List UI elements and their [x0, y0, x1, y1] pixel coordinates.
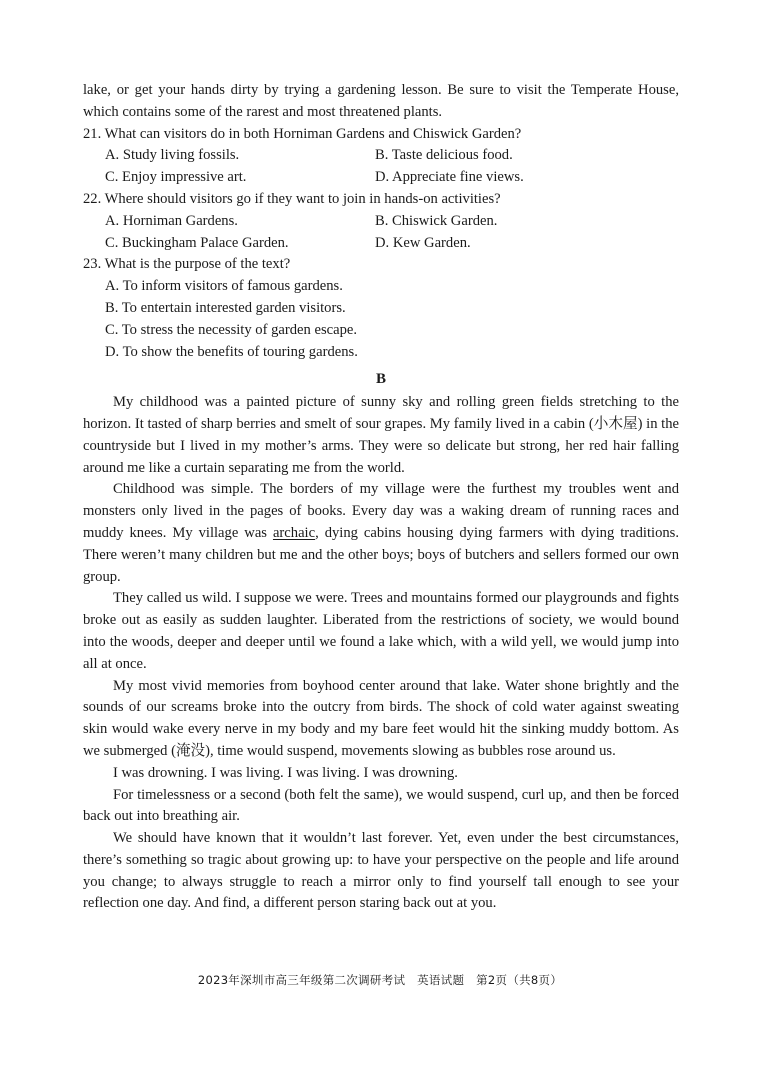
passage-text: Childhood was simple. The borders of my village were the furthest my troubles went and monsters only lived in the pages of books. Every day was a waking dream of running races and muddy knees. My village was	[83, 481, 679, 541]
option-a: A. Study living fossils.	[105, 147, 240, 164]
option-d: D. Kew Garden.	[375, 234, 471, 251]
question-stem: 23. What is the purpose of the text?	[83, 256, 291, 273]
option-c: C. Enjoy impressive art.	[105, 169, 247, 186]
question-stem: 22. Where should visitors go if they want to join in hands-on activities?	[83, 190, 501, 207]
option-c: C. Buckingham Palace Garden.	[105, 234, 289, 251]
intro-paragraph: lake, or get your hands dirty by trying a gardening lesson. Be sure to visit the Temperate House, which contains some of the rarest and most threatened plants.	[83, 82, 679, 120]
passage-paragraph: I was drowning. I was living. I was living. I was drowning.	[113, 764, 458, 781]
option-b: B. Taste delicious food.	[375, 147, 513, 164]
option-b: B. Chiswick Garden.	[375, 212, 498, 229]
option-c: C. To stress the necessity of garden escape.	[105, 321, 357, 338]
question-22	[83, 189, 679, 254]
underlined-word: archaic	[272, 524, 316, 541]
question-stem: 21. What can visitors do in both Horniman Gardens and Chiswick Garden?	[83, 125, 522, 142]
option-a: A. To inform visitors of famous gardens.	[105, 278, 343, 295]
section-title: B	[375, 371, 386, 388]
passage-paragraph	[83, 479, 679, 588]
question-23	[83, 254, 679, 363]
passage-paragraph: We should have known that it wouldn’t last forever. Yet, even under the best circumstances, there’s something so tragic about growing up: to have your perspective on the people and life around you change; to always struggle to reach a mirror only to find yourself tall enough to see your reflection one day. And find, a different person staring back out at you.	[83, 830, 679, 912]
passage-paragraph: They called us wild. I suppose we were. Trees and mountains formed our playgrounds and fights broke out as easily as sudden laughter. Liberated from the restrictions of society, we would bound into the woods, deeper and deeper until we found a lake which, with a wild yell, we would jump into all at once.	[83, 590, 679, 672]
passage-paragraph: My most vivid memories from boyhood center around that lake. Water shone brightly and the sounds of our screams broke into the outcry from birds. The shock of cold water against sweating skin would wake every nerve in my body and my bare feet would hit the sinking muddy bottom. As we submerged (淹没), time would suspend, movements slowing as bubbles rose around us.	[83, 677, 679, 759]
option-a: A. Horniman Gardens.	[105, 212, 238, 229]
option-d: D. Appreciate fine views.	[375, 169, 524, 186]
passage-text: , dying cabins housing dying farmers with dying traditions. There weren’t many children but me and the other boys; boys of butchers and sellers formed our own group.	[83, 524, 679, 585]
page-footer: 2023年深圳市高三年级第二次调研考试 英语试题 第2页（共8页）	[197, 973, 563, 987]
passage-paragraph: For timelessness or a second (both felt the same), we would suspend, curl up, and then be forced back out into breathing air.	[83, 786, 679, 825]
option-d: D. To show the benefits of touring gardens.	[105, 343, 358, 360]
passage-paragraph: My childhood was a painted picture of sunny sky and rolling green fields stretching to the horizon. It tasted of sharp berries and smelt of sour grapes. My family lived in a cabin (小木屋) in the countryside but I lived in my mother’s arms. They were so delicate but strong, her red hair falling around me like a curtain separating me from the world.	[83, 394, 679, 476]
option-b: B. To entertain interested garden visitors.	[105, 299, 346, 316]
page-content	[83, 80, 679, 915]
question-21	[83, 124, 679, 189]
